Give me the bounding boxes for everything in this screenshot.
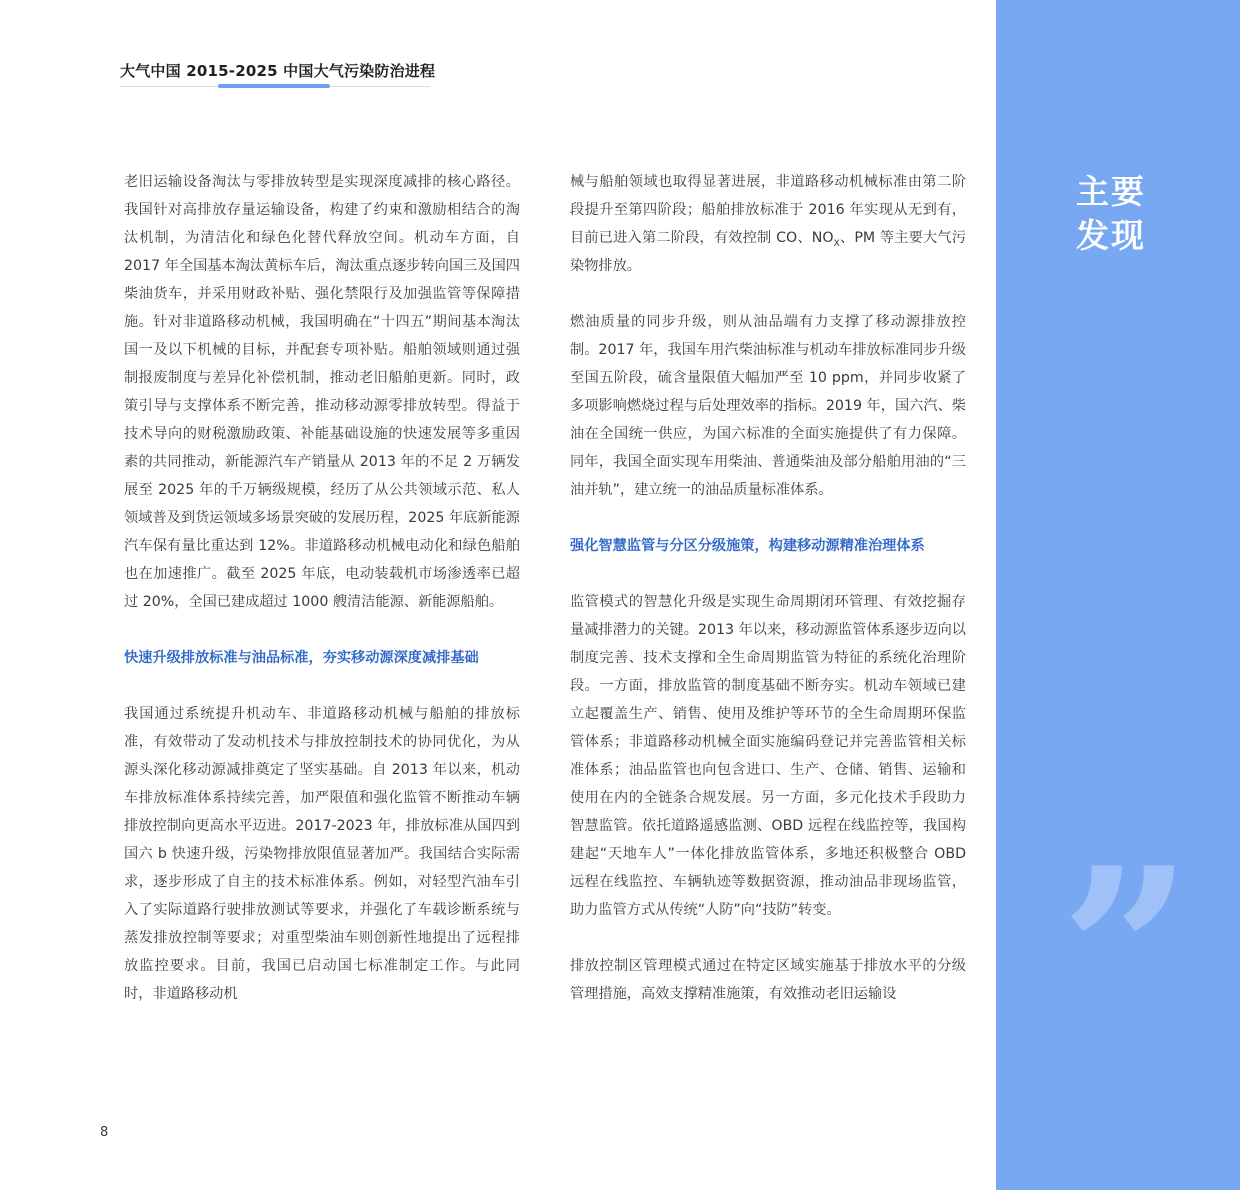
page-number: 8 bbox=[100, 1125, 109, 1140]
section-heading: 强化智慧监管与分区分级施策，构建移动源精准治理体系 bbox=[570, 538, 925, 554]
quote-mark-icon: ” bbox=[1060, 818, 1193, 1088]
header-title: 大气中国 2015-2025 中国大气污染防治进程 bbox=[120, 62, 436, 80]
sidebar-title: 主要发现 bbox=[1076, 172, 1146, 255]
left-column bbox=[124, 168, 520, 1008]
body-paragraph: 我国通过系统提升机动车、非道路移动机械与船舶的排放标准，有效带动了发动机技术与排放控制技术的协同优化，为从源头深化移动源减排奠定了坚实基础。自 2013 年以来，机动车排放标准体系持续完善，加严限值和强化监管不断推动车辆排放控制向更高水平迈进。2017-2023 年，排放标准从国四到国六 b 快速升级，污染物排放限值显著加严。我国结合实际需求，逐步形成了自主的技术标准体系。例如，对轻型汽油车引入了实际道路行驶排放测试等要求，并强化了车载诊断系统与蒸发排放控制等要求；对重型柴油车则创新性地提出了远程排放监控要求。目前，我国已启动国七标准制定工作。与此同时，非道路移动机 bbox=[124, 706, 520, 1002]
section-heading: 快速升级排放标准与油品标准，夯实移动源深度减排基础 bbox=[124, 650, 479, 666]
subscript: X bbox=[833, 238, 840, 249]
text-run: 、PM 等主要大气污染物排放。 bbox=[570, 230, 966, 274]
body-paragraph bbox=[570, 168, 966, 280]
header-accent-bar bbox=[218, 84, 330, 88]
body-paragraph: 排放控制区管理模式通过在特定区域实施基于排放水平的分级管理措施，高效支撑精准施策，有效推动老旧运输设 bbox=[570, 958, 966, 1002]
body-paragraph: 老旧运输设备淘汰与零排放转型是实现深度减排的核心路径。我国针对高排放存量运输设备，构建了约束和激励相结合的淘汰机制，为清洁化和绿色化替代释放空间。机动车方面，自 2017 年全国基本淘汰黄标车后，淘汰重点逐步转向国三及国四柴油货车，并采用财政补贴、强化禁限行及加强监管等保障措施。针对非道路移动机械，我国明确在“十四五”期间基本淘汰国一及以下机械的目标，并配套专项补贴。船舶领域则通过强制报废制度与差异化补偿机制，推动老旧船舶更新。同时，政策引导与支撑体系不断完善，推动移动源零排放转型。得益于技术导向的财税激励政策、补能基础设施的快速发展等多重因素的共同推动，新能源汽车产销量从 2013 年的不足 2 万辆发展至 2025 年的千万辆级规模，经历了从公共领域示范、私人领域普及到货运领域多场景突破的发展历程，2025 年底新能源汽车保有量比重达到 12%。非道路移动机械电动化和绿色船舶也在加速推广。截至 2025 年底，电动装载机市场渗透率已超过 20%，全国已建成超过 1000 艘清洁能源、新能源船舶。 bbox=[124, 174, 520, 610]
right-column bbox=[570, 168, 966, 1008]
body-paragraph: 燃油质量的同步升级，则从油品端有力支撑了移动源排放控制。2017 年，我国车用汽柴油标准与机动车排放标准同步升级至国五阶段，硫含量限值大幅加严至 10 ppm，并同步收紧了多项影响燃烧过程与后处理效率的指标。2019 年，国六汽、柴油在全国统一供应，为国六标准的全面实施提供了有力保障。同年，我国全面实现车用柴油、普通柴油及部分船舶用油的“三油并轨”，建立统一的油品质量标准体系。 bbox=[570, 314, 966, 498]
text-run: 械与船舶领域也取得显著进展，非道路移动机械标准由第二阶段提升至第四阶段；船舶排放标准于 2016 年实现从无到有，目前已进入第二阶段，有效控制 CO、NO bbox=[570, 174, 966, 246]
body-paragraph: 监管模式的智慧化升级是实现生命周期闭环管理、有效挖掘存量减排潜力的关键。2013 年以来，移动源监管体系逐步迈向以制度完善、技术支撑和全生命周期监管为特征的系统化治理阶段。一方面，排放监管的制度基础不断夯实。机动车领域已建立起覆盖生产、销售、使用及维护等环节的全生命周期环保监管体系；非道路移动机械全面实施编码登记并完善监管相关标准体系；油品监管也向包含进口、生产、仓储、销售、运输和使用在内的全链条合规发展。另一方面，多元化技术手段助力智慧监管。依托道路遥感监测、OBD 远程在线监控等，我国构建起“天地车人”一体化排放监管体系，多地还积极整合 OBD 远程在线监控、车辆轨迹等数据资源，推动油品非现场监管，助力监管方式从传统“人防”向“技防”转变。 bbox=[570, 594, 966, 918]
running-header bbox=[120, 60, 436, 81]
sidebar-panel bbox=[996, 0, 1240, 1190]
